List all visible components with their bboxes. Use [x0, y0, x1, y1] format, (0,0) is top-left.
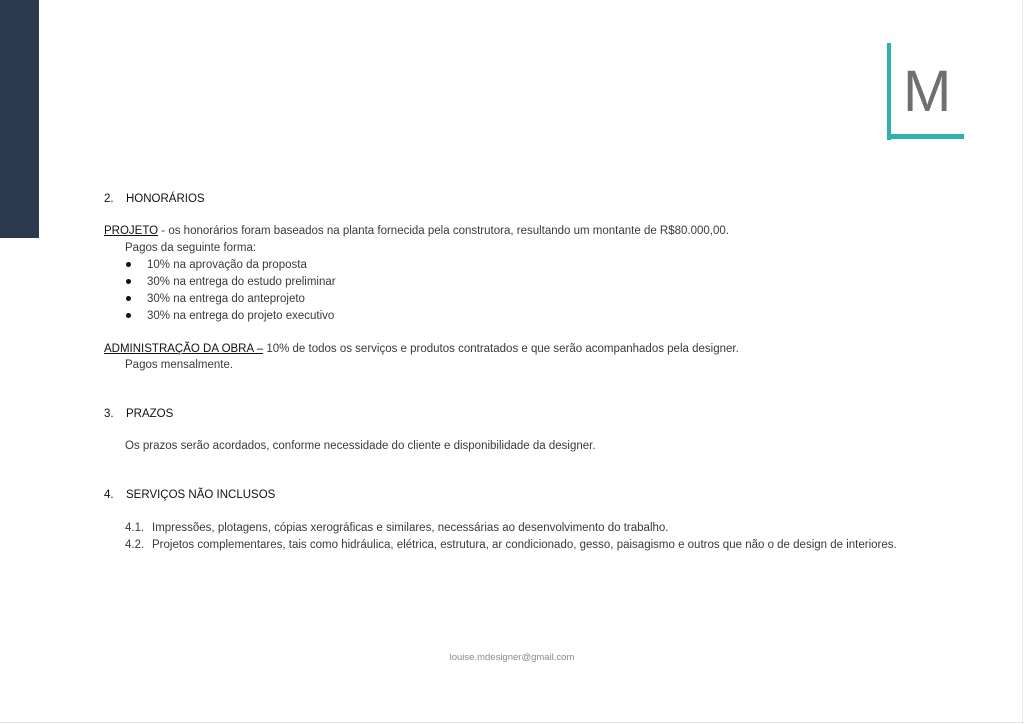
section-title: HONORÁRIOS [126, 193, 205, 205]
projeto-paragraph [104, 224, 729, 239]
section-heading-honorarios [104, 192, 205, 207]
logo-letter: M [903, 59, 952, 124]
item-number: 4.1. [125, 522, 145, 534]
bullet-icon [126, 313, 131, 318]
section-heading-servicos [104, 488, 275, 503]
projeto-text: - os honorários foram baseados na planta fornecida pela construtora, resultando um montante de R$80.000,00. [158, 225, 729, 237]
payment-intro: Pagos da seguinte forma: [125, 242, 257, 254]
bullet-icon [126, 296, 131, 301]
section-number: 4. [104, 489, 114, 501]
list-item: 30% na entrega do anteprojeto [147, 293, 305, 305]
admin-paragraph [104, 342, 739, 357]
admin-payment: Pagos mensalmente. [125, 359, 234, 371]
admin-text: 10% de todos os serviços e produtos contratados e que serão acompanhados pela designer. [263, 343, 739, 355]
sidebar-accent-bar [0, 0, 39, 238]
item-text: Impressões, plotagens, cópias xerográficas e similares, necessárias ao desenvolvimento do trabalho. [152, 522, 669, 534]
projeto-label: PROJETO [104, 225, 159, 237]
page-edge [1022, 0, 1023, 724]
prazos-text: Os prazos serão acordados, conforme necessidade do cliente e disponibilidade da designer. [125, 440, 596, 452]
item-number: 4.2. [125, 539, 145, 551]
bullet-icon [126, 262, 131, 267]
bullet-icon [126, 279, 131, 284]
numbered-item [125, 521, 669, 536]
section-title: PRAZOS [126, 408, 174, 420]
m-monogram-logo [887, 43, 965, 140]
list-item: 30% na entrega do projeto executivo [147, 310, 335, 322]
section-number: 3. [104, 408, 114, 420]
admin-label: ADMINISTRAÇÃO DA OBRA – [104, 343, 264, 355]
list-item: 30% na entrega do estudo preliminar [147, 276, 336, 288]
footer-email: louise.mdesigner@gmail.com [449, 652, 575, 663]
section-title: SERVIÇOS NÃO INCLUSOS [126, 489, 276, 501]
numbered-item [125, 538, 897, 553]
section-number: 2. [104, 193, 114, 205]
page-bottom-edge [0, 722, 1024, 723]
section-heading-prazos [104, 407, 173, 422]
item-text: Projetos complementares, tais como hidráulica, elétrica, estrutura, ar condicionado, gesso, paisagismo e outros que não o de design de interiores. [152, 539, 897, 551]
list-item: 10% na aprovação da proposta [147, 259, 307, 271]
